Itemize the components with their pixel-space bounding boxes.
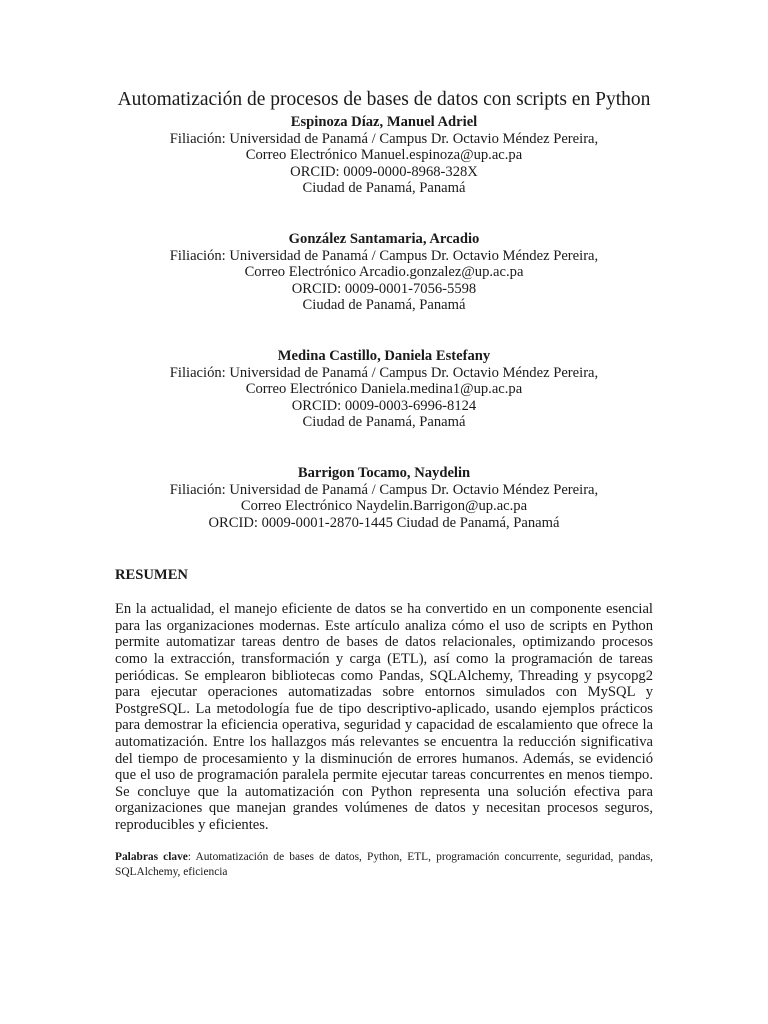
author-name: Barrigon Tocamo, Naydelin [297,464,471,481]
author-name: Espinoza Díaz, Manuel Adriel [290,114,478,130]
author-location: Ciudad de Panamá, Panamá [302,180,466,197]
author-email: Correo Electrónico Naydelin.Barrigon@up.ac.pa [240,498,528,515]
author-affiliation: Filiación: Universidad de Panamá / Campus Dr. Octavio Méndez Pereira, [169,247,599,264]
abstract-heading: RESUMEN [115,567,188,584]
author-name: González Santamaria, Arcadio [288,230,480,247]
author-email: Correo Electrónico Manuel.espinoza@up.ac.pa [245,147,523,164]
author-name: Medina Castillo, Daniela Estefany [277,347,491,364]
author-location: Ciudad de Panamá, Panamá [302,297,466,314]
author-block [115,465,653,531]
author-email: Correo Electrónico Daniela.medina1@up.ac.pa [245,381,523,398]
author-block [115,114,653,197]
author-orcid: ORCID: 0009-0001-7056-5598 [291,280,477,297]
author-email: Correo Electrónico Arcadio.gonzalez@up.ac.pa [244,264,524,281]
keywords-text: : Automatización de bases de datos, Python, ETL, programación concurrente, seguridad, pandas, SQLAlchemy, eficiencia [115,850,653,878]
author-block [115,348,653,431]
author-affiliation: Filiación: Universidad de Panamá / Campus Dr. Octavio Méndez Pereira, [169,481,599,498]
paper-title: Automatización de procesos de bases de datos con scripts en Python [117,89,651,110]
keywords [115,850,653,880]
author-location: Ciudad de Panamá, Panamá [302,414,466,431]
author-block [115,231,653,314]
author-orcid: ORCID: 0009-0003-6996-8124 [291,397,477,414]
author-affiliation: Filiación: Universidad de Panamá / Campus Dr. Octavio Méndez Pereira, [169,130,599,147]
abstract-text: En la actualidad, el manejo eficiente de datos se ha convertido en un componente esencial para las organizaciones modernas. Este artículo analiza cómo el uso de scripts en Python permite automatizar tareas dentro de bases de datos relacionales, optimizando procesos como la extracción, transformación y carga (ETL), así como la programación de tareas periódicas. Se emplearon bibliotecas como Pandas, SQLAlchemy, Threading y psycopg2 para ejecutar operaciones automatizadas sobre entornos simulados con MySQL y PostgreSQL. La metodología fue de tipo descriptivo-aplicado, usando ejemplos prácticos para demostrar la eficiencia operativa, seguridad y capacidad de escalamiento que ofrece la automatización. Entre los hallazgos más relevantes se encuentra la reducción significativa del tiempo de procesamiento y la disminución de errores humanos. Además, se evidenció que el uso de programación paralela permite ejecutar tareas concurrentes en menos tiempo. Se concluye que la automatización con Python representa una solución efectiva para organizaciones que manejan grandes volúmenes de datos y necesitan procesos seguros, reproducibles y eficientes. [115,601,653,833]
author-orcid: ORCID: 0009-0000-8968-328X [290,163,478,180]
author-affiliation: Filiación: Universidad de Panamá / Campus Dr. Octavio Méndez Pereira, [169,364,599,381]
author-orcid-location: ORCID: 0009-0001-2870-1445 Ciudad de Panamá, Panamá [208,514,560,531]
keywords-label: Palabras clave [115,850,188,863]
